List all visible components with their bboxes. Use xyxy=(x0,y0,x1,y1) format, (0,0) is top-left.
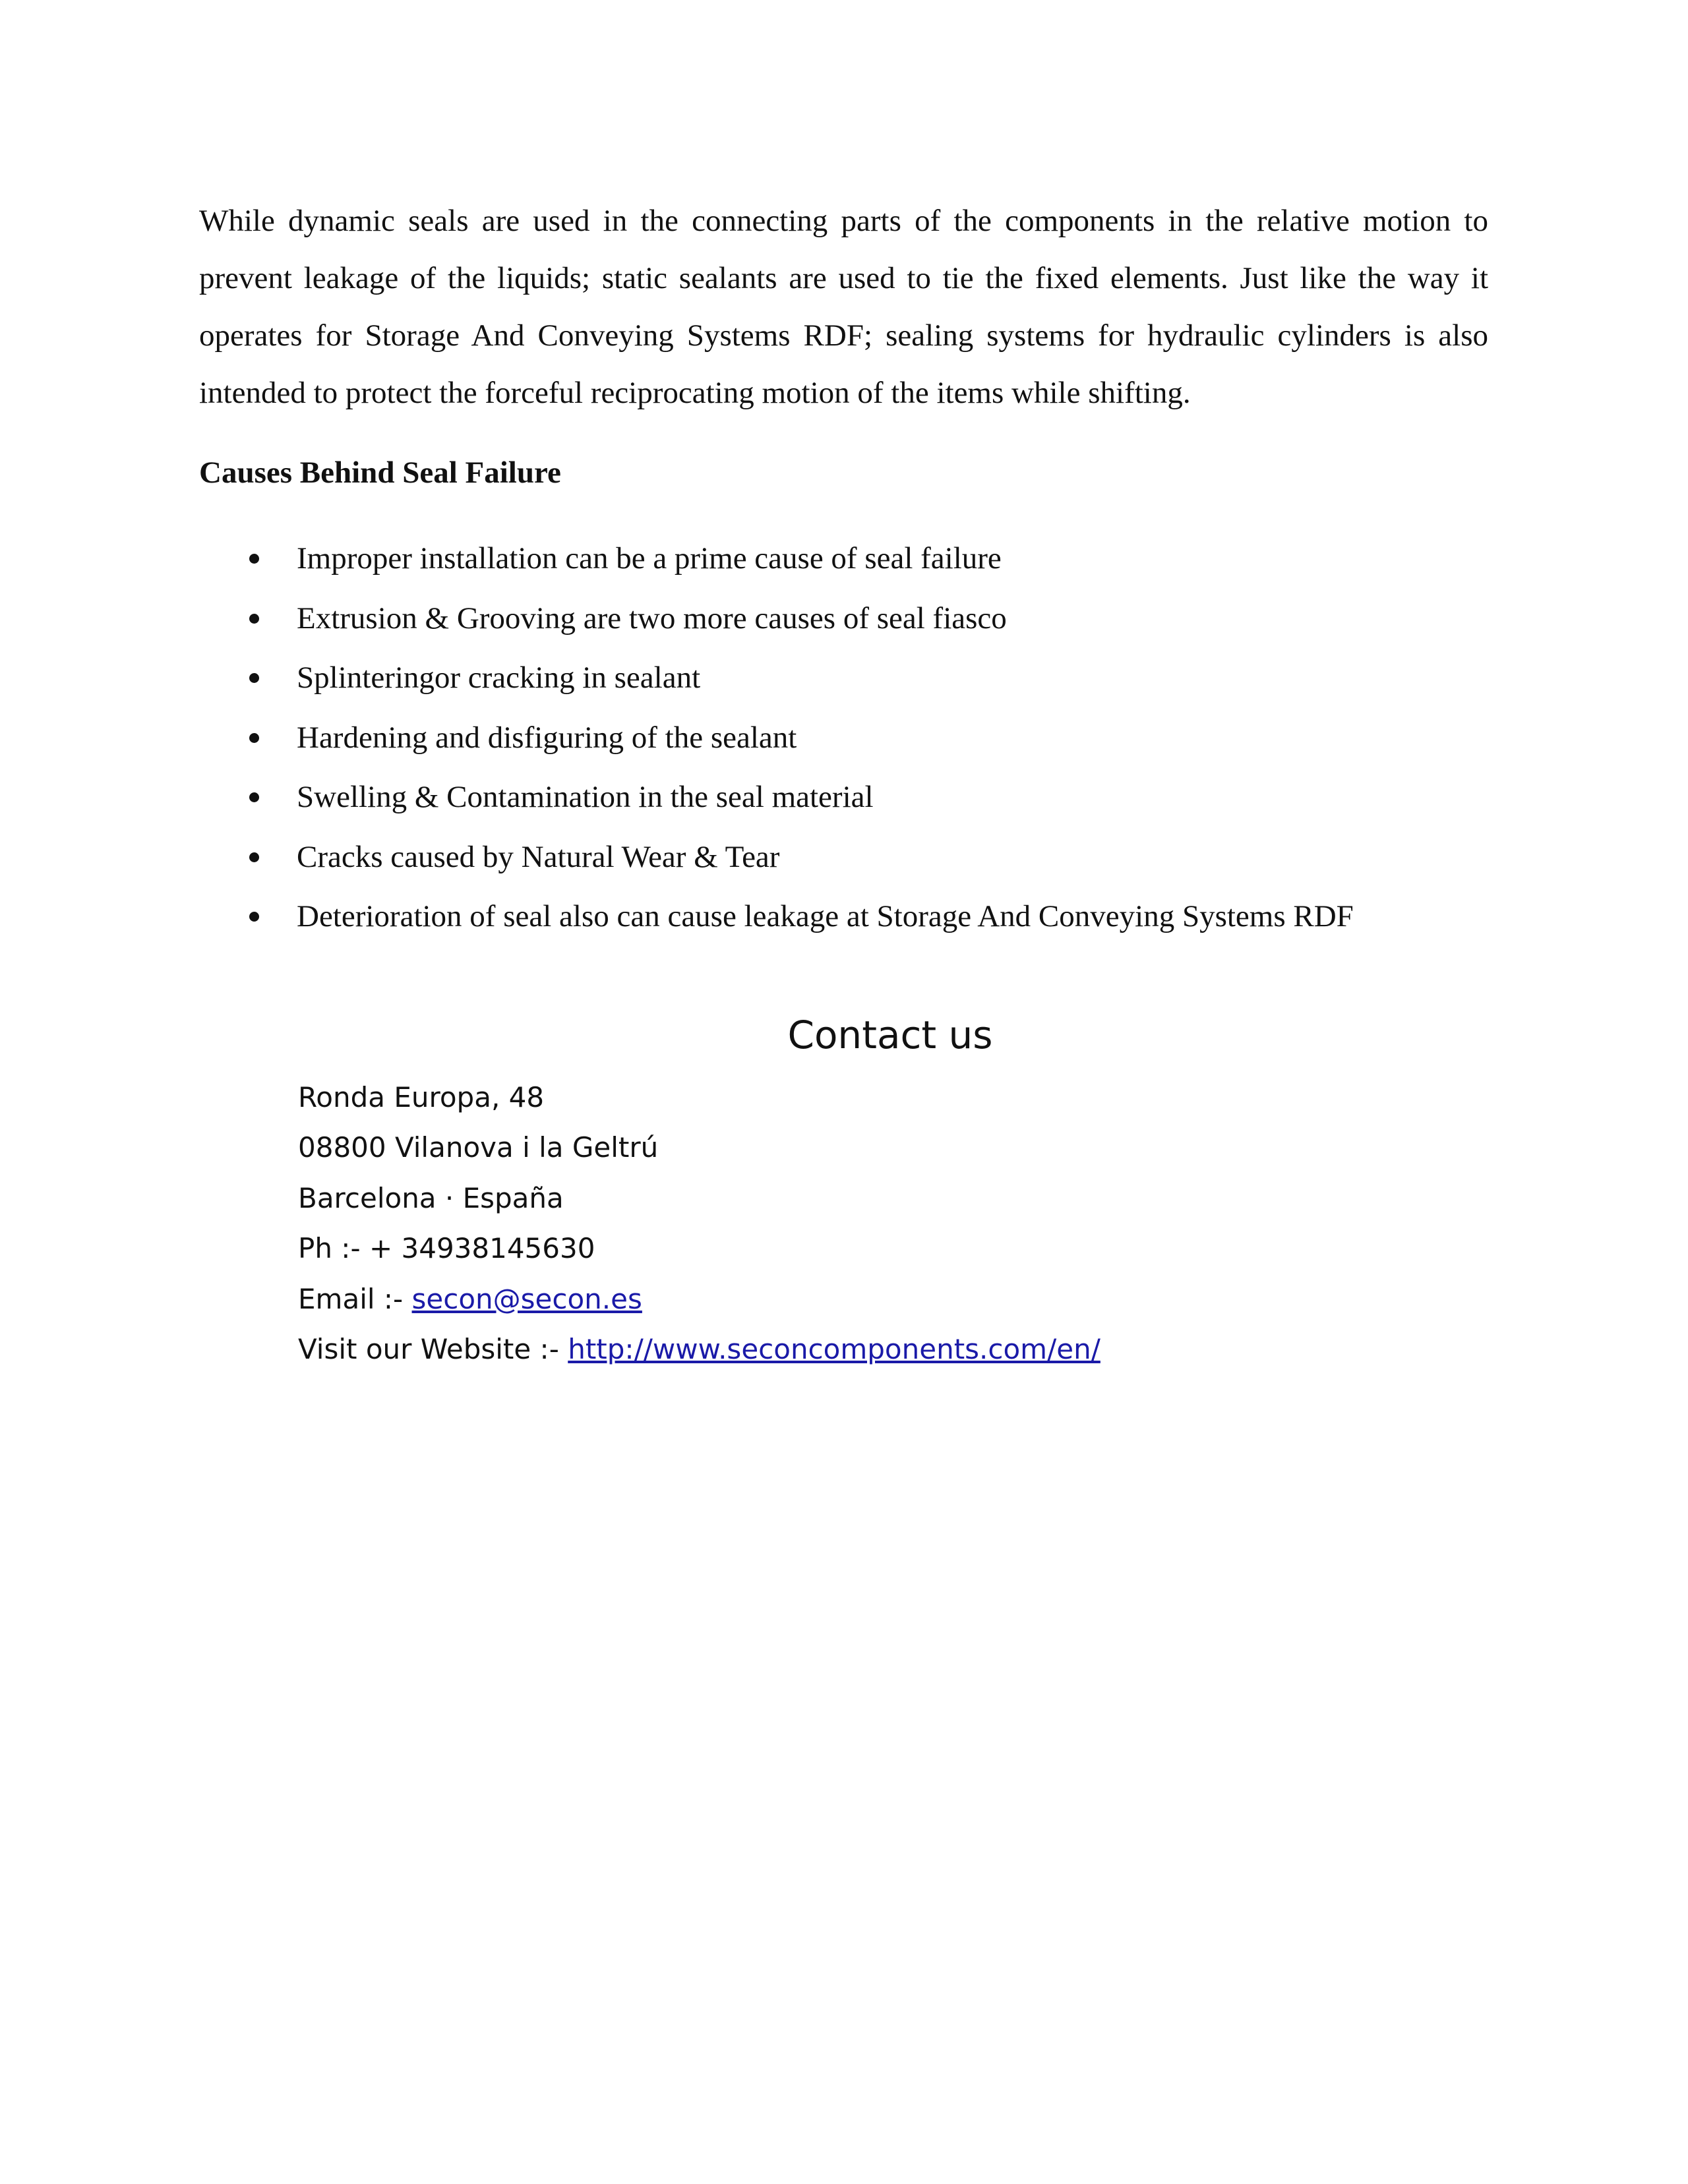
list-item-text: Hardening and disfiguring of the sealant xyxy=(297,720,797,755)
contact-block xyxy=(298,1078,1100,1380)
intro-paragraph: While dynamic seals are used in the connecting parts of the components in the relative motion to prevent leakage of the liquids; static sealants are used to tie the fixed elements. Just like the way it operates for Storage And Conveying Systems RDF; sealing systems for hydraulic cylinders is also intended to protect the forceful reciprocating motion of the items while shifting. xyxy=(199,204,1488,410)
list-item xyxy=(199,595,1518,655)
list-item-text: Extrusion & Grooving are two more causes of seal fiasco xyxy=(297,601,1007,635)
address-line-2: 08800 Vilanova i la Geltrú xyxy=(298,1131,659,1164)
list-item xyxy=(199,655,1518,715)
list-item xyxy=(199,834,1518,894)
list-item xyxy=(199,774,1518,834)
section-heading: Causes Behind Seal Failure xyxy=(199,456,561,490)
address-line-1: Ronda Europa, 48 xyxy=(298,1081,545,1113)
phone-line: Ph :- + 34938145630 xyxy=(298,1232,595,1265)
contact-title: Contact us xyxy=(787,1013,993,1057)
website-line xyxy=(298,1330,1100,1380)
bullet-icon xyxy=(249,733,259,743)
email-link[interactable]: secon@secon.es xyxy=(411,1282,642,1315)
list-item-text: Splinteringor cracking in sealant xyxy=(297,661,701,695)
bullet-icon xyxy=(249,792,259,802)
bullet-icon xyxy=(249,852,259,862)
list-item-text: Swelling & Contamination in the seal material xyxy=(297,780,874,814)
email-line xyxy=(298,1280,1100,1330)
bullet-icon xyxy=(249,554,259,564)
bullet-icon xyxy=(249,614,259,624)
bullet-icon xyxy=(249,673,259,683)
list-item-text: Cracks caused by Natural Wear & Tear xyxy=(297,839,780,874)
causes-list xyxy=(199,535,1518,953)
list-item xyxy=(199,893,1518,953)
website-link[interactable]: http://www.seconcomponents.com/en/ xyxy=(568,1332,1100,1365)
list-item-text: Deterioration of seal also can cause leakage at Storage And Conveying Systems RDF xyxy=(297,899,1354,933)
list-item xyxy=(199,535,1518,595)
email-label: Email :- xyxy=(298,1282,412,1315)
bullet-icon xyxy=(249,912,259,922)
website-label: Visit our Website :- xyxy=(298,1332,568,1365)
address-line-3: Barcelona · España xyxy=(298,1181,564,1214)
list-item-text: Improper installation can be a prime cause of seal failure xyxy=(297,541,1002,576)
list-item xyxy=(199,715,1518,775)
